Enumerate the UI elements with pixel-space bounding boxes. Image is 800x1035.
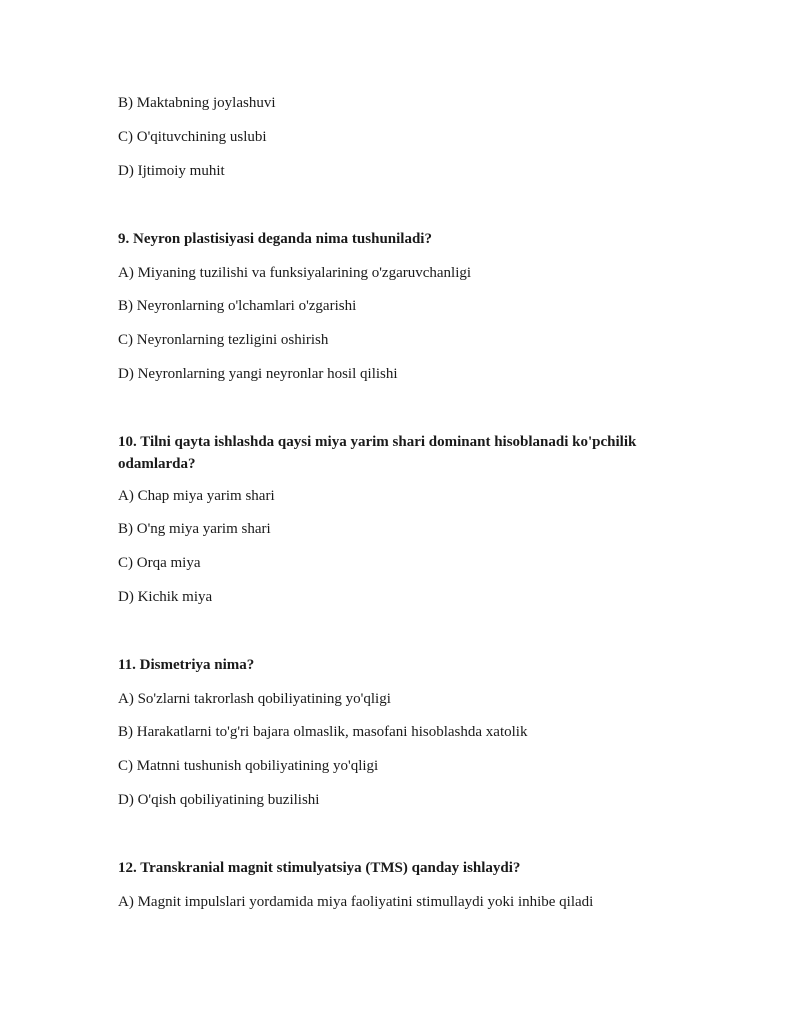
q11-option-c: C) Matnni tushunish qobiliyatining yo'qligi (118, 758, 379, 774)
q11-option-a: A) So'zlarni takrorlash qobiliyatining yo'qligi (118, 691, 391, 707)
option-prev-c: C) O'qituvchining uslubi (118, 129, 267, 145)
question-11: 11. Dismetriya nima? (118, 657, 255, 673)
q10-option-d: D) Kichik miya (118, 589, 213, 605)
q10-option-a: A) Chap miya yarim shari (118, 488, 275, 504)
q10-option-b: B) O'ng miya yarim shari (118, 521, 271, 537)
q11-option-d: D) O'qish qobiliyatining buzilishi (118, 792, 320, 808)
q11-option-b: B) Harakatlarni to'g'ri bajara olmaslik, masofani hisoblashda xatolik (118, 724, 528, 740)
q10-option-c: C) Orqa miya (118, 555, 201, 571)
q9-option-c: C) Neyronlarning tezligini oshirish (118, 332, 329, 348)
question-12: 12. Transkranial magnit stimulyatsiya (TMS) qanday ishlaydi? (118, 860, 521, 876)
question-10: 10. Tilni qayta ishlashda qaysi miya yarim shari dominant hisoblanadi ko'pchilik odamlarda? (118, 434, 637, 472)
q9-option-d: D) Neyronlarning yangi neyronlar hosil qilishi (118, 366, 398, 382)
question-9: 9. Neyron plastisiyasi deganda nima tushuniladi? (118, 231, 432, 247)
q9-option-b: B) Neyronlarning o'lchamlari o'zgarishi (118, 298, 357, 314)
q9-option-a: A) Miyaning tuzilishi va funksiyalarining o'zgaruvchanligi (118, 265, 472, 281)
q12-option-a: A) Magnit impulslari yordamida miya faoliyatini stimullaydi yoki inhibe qiladi (118, 894, 594, 910)
option-prev-d: D) Ijtimoiy muhit (118, 163, 225, 179)
option-prev-b: B) Maktabning joylashuvi (118, 95, 276, 111)
